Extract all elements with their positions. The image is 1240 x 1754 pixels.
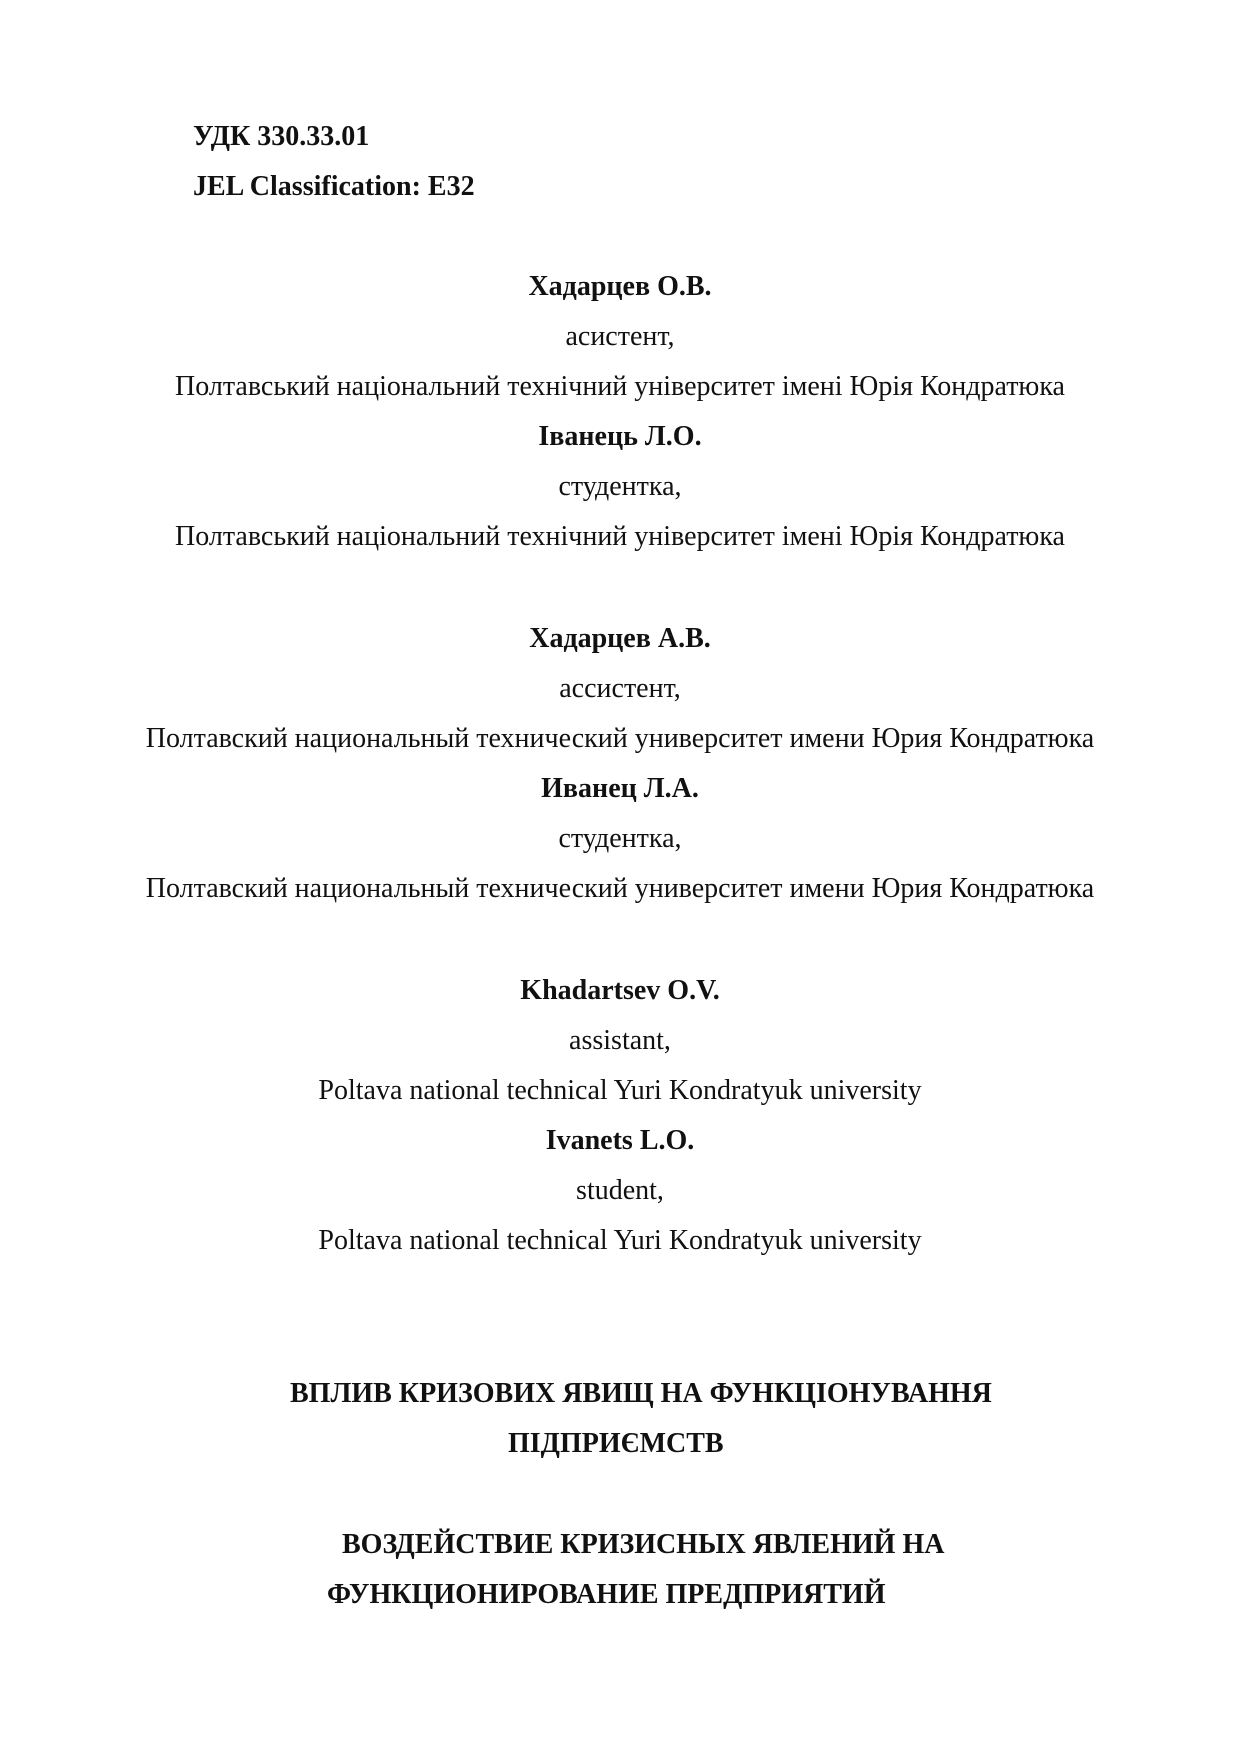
title-ru-line2: ФУНКЦИОНИРОВАНИЕ ПРЕДПРИЯТИЙ — [327, 1579, 886, 1610]
author-affiliation: Poltava national technical Yuri Kondratyuk university — [318, 1075, 922, 1106]
author-name: Хадарцев А.В. — [529, 623, 711, 654]
author-position: студентка, — [558, 823, 682, 854]
author-position: студентка, — [558, 471, 682, 502]
title-ru-line1: ВОЗДЕЙСТВИЕ КРИЗИСНЫХ ЯВЛЕНИЙ НА — [342, 1529, 945, 1560]
author-affiliation: Полтавський національний технічний університет імені Юрія Кондратюка — [175, 521, 1065, 552]
author-position: assistant, — [569, 1025, 671, 1056]
title-ua-line1: ВПЛИВ КРИЗОВИХ ЯВИЩ НА ФУНКЦІОНУВАННЯ — [290, 1378, 992, 1409]
author-position: student, — [576, 1175, 664, 1206]
author-affiliation: Полтавский национальный технический университет имени Юрия Кондратюка — [145, 723, 1095, 754]
author-name: Іванець Л.О. — [538, 421, 702, 452]
author-name: Хадарцев О.В. — [528, 271, 712, 302]
jel-classification: JEL Classification: E32 — [193, 171, 475, 202]
author-affiliation: Полтавський національний технічний університет імені Юрія Кондратюка — [175, 371, 1065, 402]
author-affiliation: Полтавский национальный технический университет имени Юрия Кондратюка — [145, 873, 1095, 904]
author-name: Khadartsev O.V. — [520, 975, 720, 1006]
author-position: асистент, — [565, 321, 675, 352]
author-position: ассистент, — [559, 673, 681, 704]
author-name: Ivanets L.O. — [545, 1125, 695, 1156]
author-affiliation: Poltava national technical Yuri Kondratyuk university — [318, 1225, 922, 1256]
author-name: Иванец Л.А. — [541, 773, 699, 804]
udk-code: УДК 330.33.01 — [193, 121, 370, 152]
title-ua-line2: ПІДПРИЄМСТВ — [508, 1428, 724, 1459]
